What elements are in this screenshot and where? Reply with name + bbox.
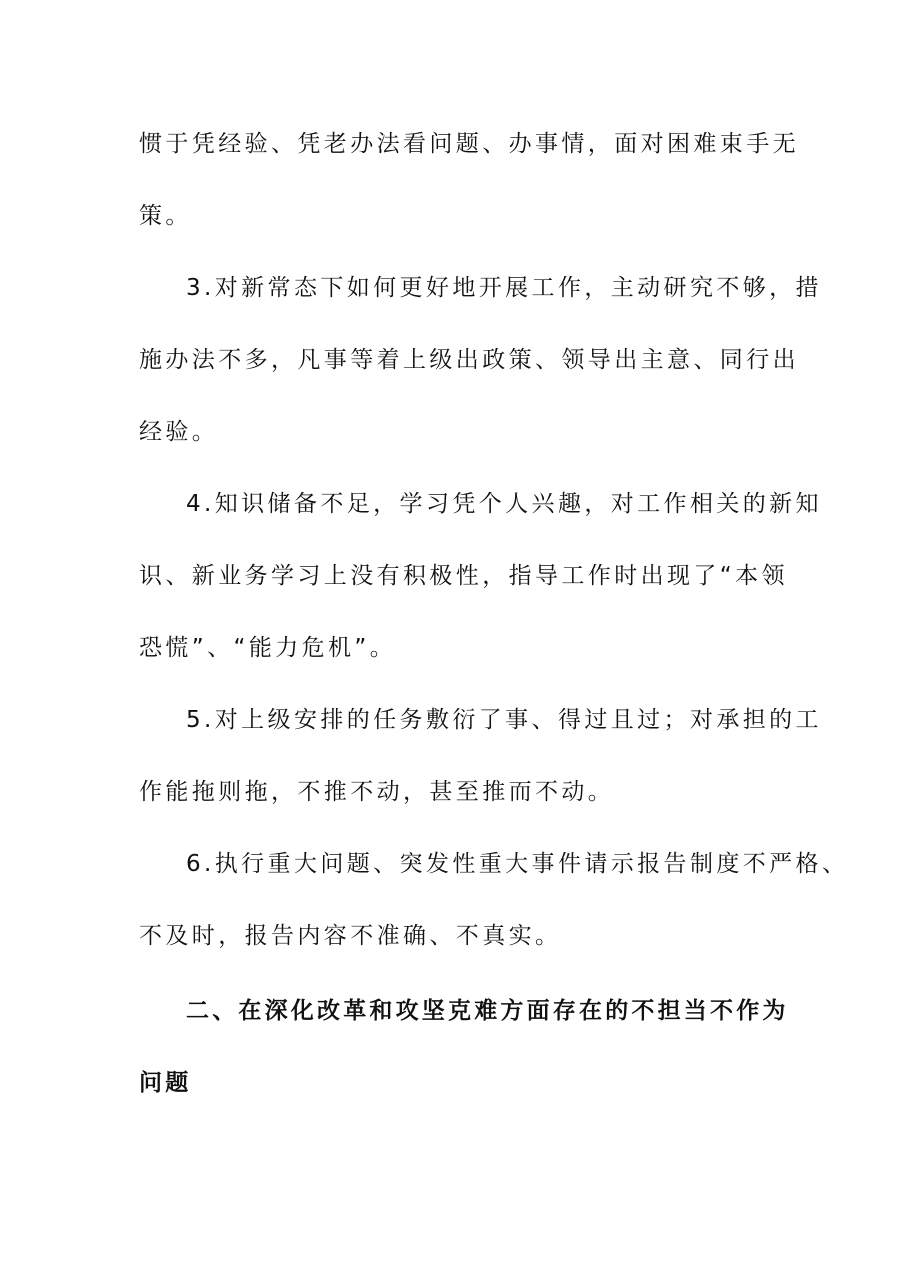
section-heading: 问题 [139,1070,192,1096]
paragraph-line: 策。 [139,203,192,229]
list-item-5-line: 5.对上级安排的任务敷衍了事、得过且过；对承担的工 [186,707,822,733]
paragraph-line: 惯于凭经验、凭老办法看问题、办事情，面对困难束手无 [139,131,799,157]
list-item-4-line: 识、新业务学习上没有积极性，指导工作时出现了“本领 [139,563,788,589]
list-item-4-line: 4.知识储备不足，学习凭个人兴趣，对工作相关的新知 [186,491,822,517]
list-item-3-line: 施办法不多，凡事等着上级出政策、领导出主意、同行出 [139,347,799,373]
list-item-5-line: 作能拖则拖，不推不动，甚至推而不动。 [139,779,615,805]
list-item-6-line: 6.执行重大问题、突发性重大事件请示报告制度不严格、 [186,851,849,877]
section-heading: 二、在深化改革和攻坚克难方面存在的不担当不作为 [186,998,789,1024]
list-item-3-line: 3.对新常态下如何更好地开展工作，主动研究不够，措 [186,275,822,301]
list-item-3-line: 经验。 [139,419,219,445]
list-item-4-line: 恐慌”、“能力危机”。 [139,635,397,661]
list-item-6-line: 不及时，报告内容不准确、不真实。 [139,923,562,949]
